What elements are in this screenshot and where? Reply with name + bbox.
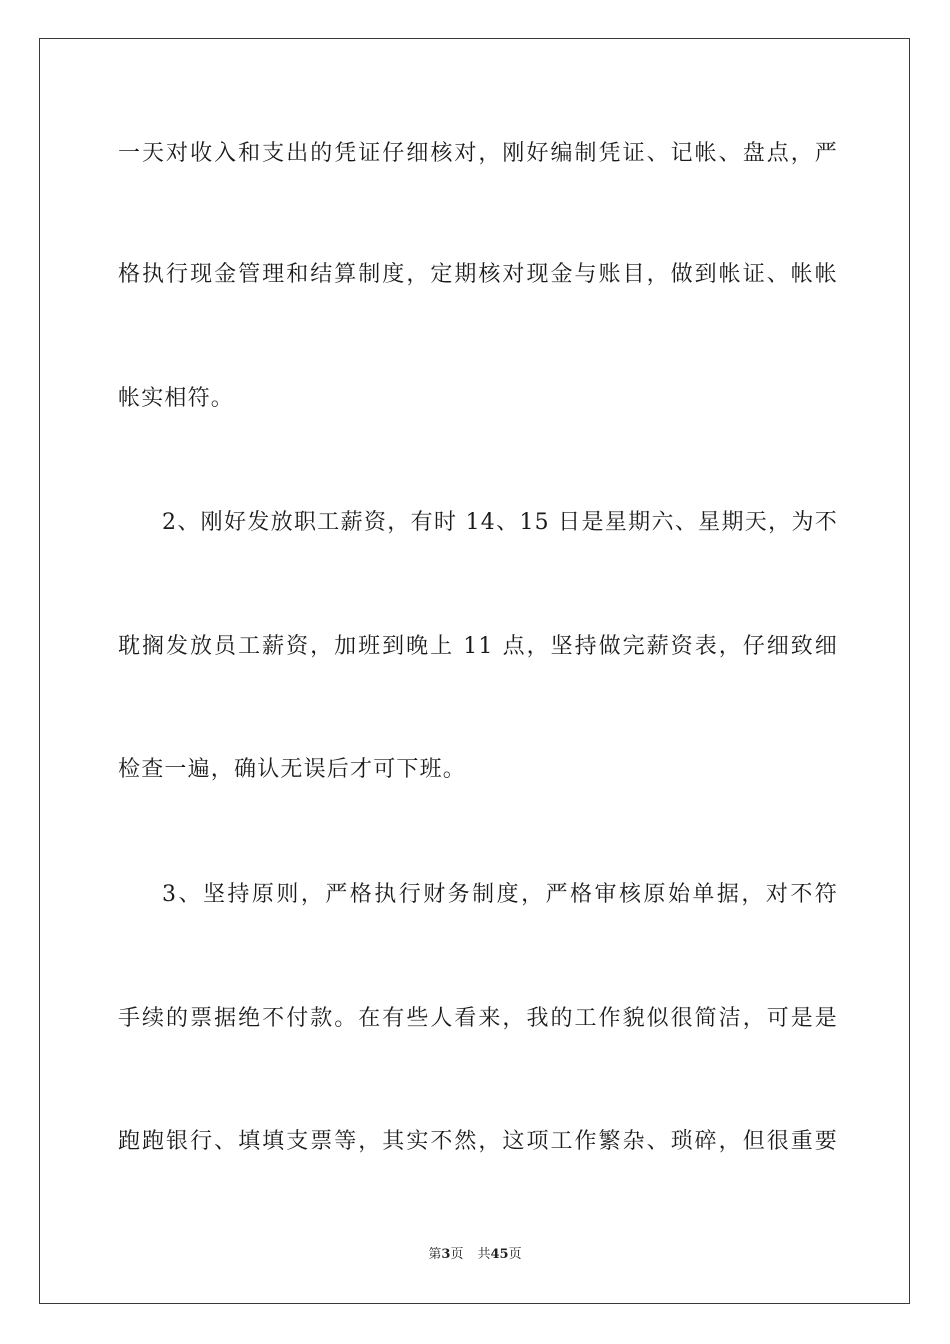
- page-indicator: [428, 1247, 463, 1262]
- text-line: 跑跑银行、填填支票等，其实不然，这项工作繁杂、琐碎，但很重要: [118, 1129, 838, 1154]
- text-line: 3、坚持原则，严格执行财务制度，严格审核原始单据，对不符: [162, 882, 838, 907]
- text-line: 检查一遍，确认无误后才可下班。: [118, 757, 467, 782]
- page-suffix: 页: [450, 1247, 464, 1262]
- text-line: 手续的票据绝不付款。在有些人看来，我的工作貌似很简洁，可是是: [118, 1006, 838, 1031]
- total-pages-indicator: [477, 1247, 521, 1262]
- text-line: 帐实相符。: [118, 386, 235, 411]
- text-line: 一天对收入和支出的凭证仔细核对，刚好编制凭证、记帐、盘点，严: [118, 141, 838, 166]
- total-prefix: 共: [477, 1247, 491, 1262]
- page-border: [39, 38, 910, 1304]
- total-suffix: 页: [508, 1247, 522, 1262]
- text-line: 格执行现金管理和结算制度，定期核对现金与账目，做到帐证、帐帐: [118, 262, 838, 287]
- total-pages: 45: [490, 1247, 509, 1262]
- text-line: 耽搁发放员工薪资，加班到晚上 11 点，坚持做完薪资表，仔细致细: [118, 634, 838, 659]
- page-footer: [0, 1246, 950, 1264]
- page-number: 3: [441, 1247, 451, 1262]
- page-prefix: 第: [428, 1247, 442, 1262]
- text-line: 2、刚好发放职工薪资，有时 14、15 日是星期六、星期天，为不: [162, 510, 838, 535]
